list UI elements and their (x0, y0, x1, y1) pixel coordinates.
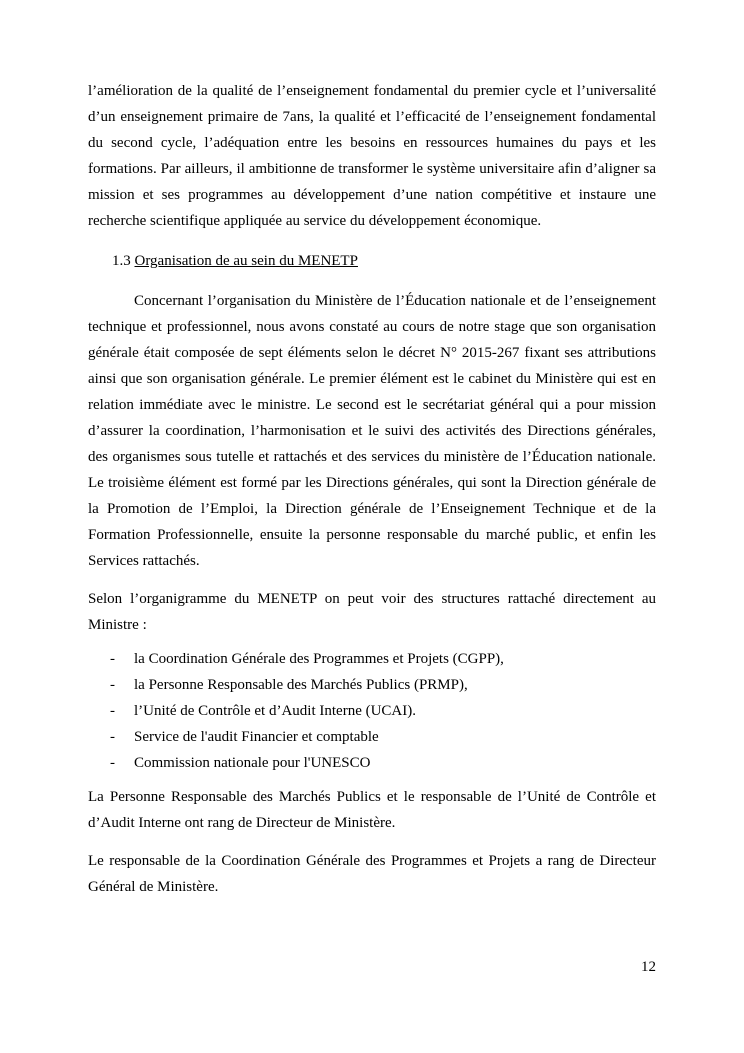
section-title: Organisation de au sein du MENETP (134, 253, 358, 269)
list-item (88, 750, 656, 776)
list-bullet: - (110, 651, 115, 667)
list-bullet: - (110, 703, 115, 719)
list-item (88, 646, 656, 672)
list-item-text: la Personne Responsable des Marchés Publics (PRMP), (134, 677, 468, 693)
section-heading (88, 248, 656, 274)
organigramme-paragraph: Selon l’organigramme du MENETP on peut voir des structures rattaché directement au Ministre : (88, 591, 656, 633)
cgpp-paragraph: Le responsable de la Coordination Générale des Programmes et Projets a rang de Directeur Général de Ministère. (88, 853, 656, 895)
list-item (88, 672, 656, 698)
list-bullet: - (110, 729, 115, 745)
list-item-text: Service de l'audit Financier et comptable (134, 729, 379, 745)
list-bullet: - (110, 755, 115, 771)
list-item-text: Commission nationale pour l'UNESCO (134, 755, 371, 771)
list-item (88, 724, 656, 750)
document-page (88, 78, 656, 900)
list-bullet: - (110, 677, 115, 693)
list-item-text: la Coordination Générale des Programmes et Projets (CGPP), (134, 651, 504, 667)
prmp-paragraph: La Personne Responsable des Marchés Publics et le responsable de l’Unité de Contrôle et d’Audit Interne ont rang de Directeur de Ministère. (88, 789, 656, 831)
structures-list (88, 646, 656, 776)
list-item-text: l’Unité de Contrôle et d’Audit Interne (UCAI). (134, 703, 417, 719)
list-item (88, 698, 656, 724)
intro-paragraph: l’amélioration de la qualité de l’enseignement fondamental du premier cycle et l’universalité d’un enseignement primaire de 7ans, la qualité et l’efficacité de l’enseignement fondamental du second cycle, l’adéquation entre les besoins en ressources humaines du pays et les formations. Par ailleurs, il ambitionne de transformer le système universitaire afin d’aligner sa mission et ses programmes au développement d’une nation compétitive et instaure une recherche scientifique appliquée au service du développement économique. (88, 83, 656, 229)
section-number: 1.3 (112, 253, 131, 269)
page-number: 12 (641, 959, 656, 975)
organisation-paragraph: Concernant l’organisation du Ministère de l’Éducation nationale et de l’enseignement technique et professionnel, nous avons constaté au cours de notre stage que son organisation générale était composée de sept éléments selon le décret N° 2015-267 fixant ses attributions ainsi que son organisation générale. Le premier élément est le cabinet du Ministère qui est en relation immédiate avec le ministre. Le second est le secrétariat général qui a pour mission d’assurer la coordination, l’harmonisation et le suivi des activités des Directions générales, des organismes sous tutelle et rattachés et des services du ministère de l’Éducation nationale. Le troisième élément est formé par les Directions générales, qui sont la Direction générale de la Promotion de l’Emploi, la Direction générale de l’Enseignement Technique et de la Formation Professionnelle, ensuite la personne responsable du marché public, et enfin les Services rattachés. (88, 293, 656, 569)
